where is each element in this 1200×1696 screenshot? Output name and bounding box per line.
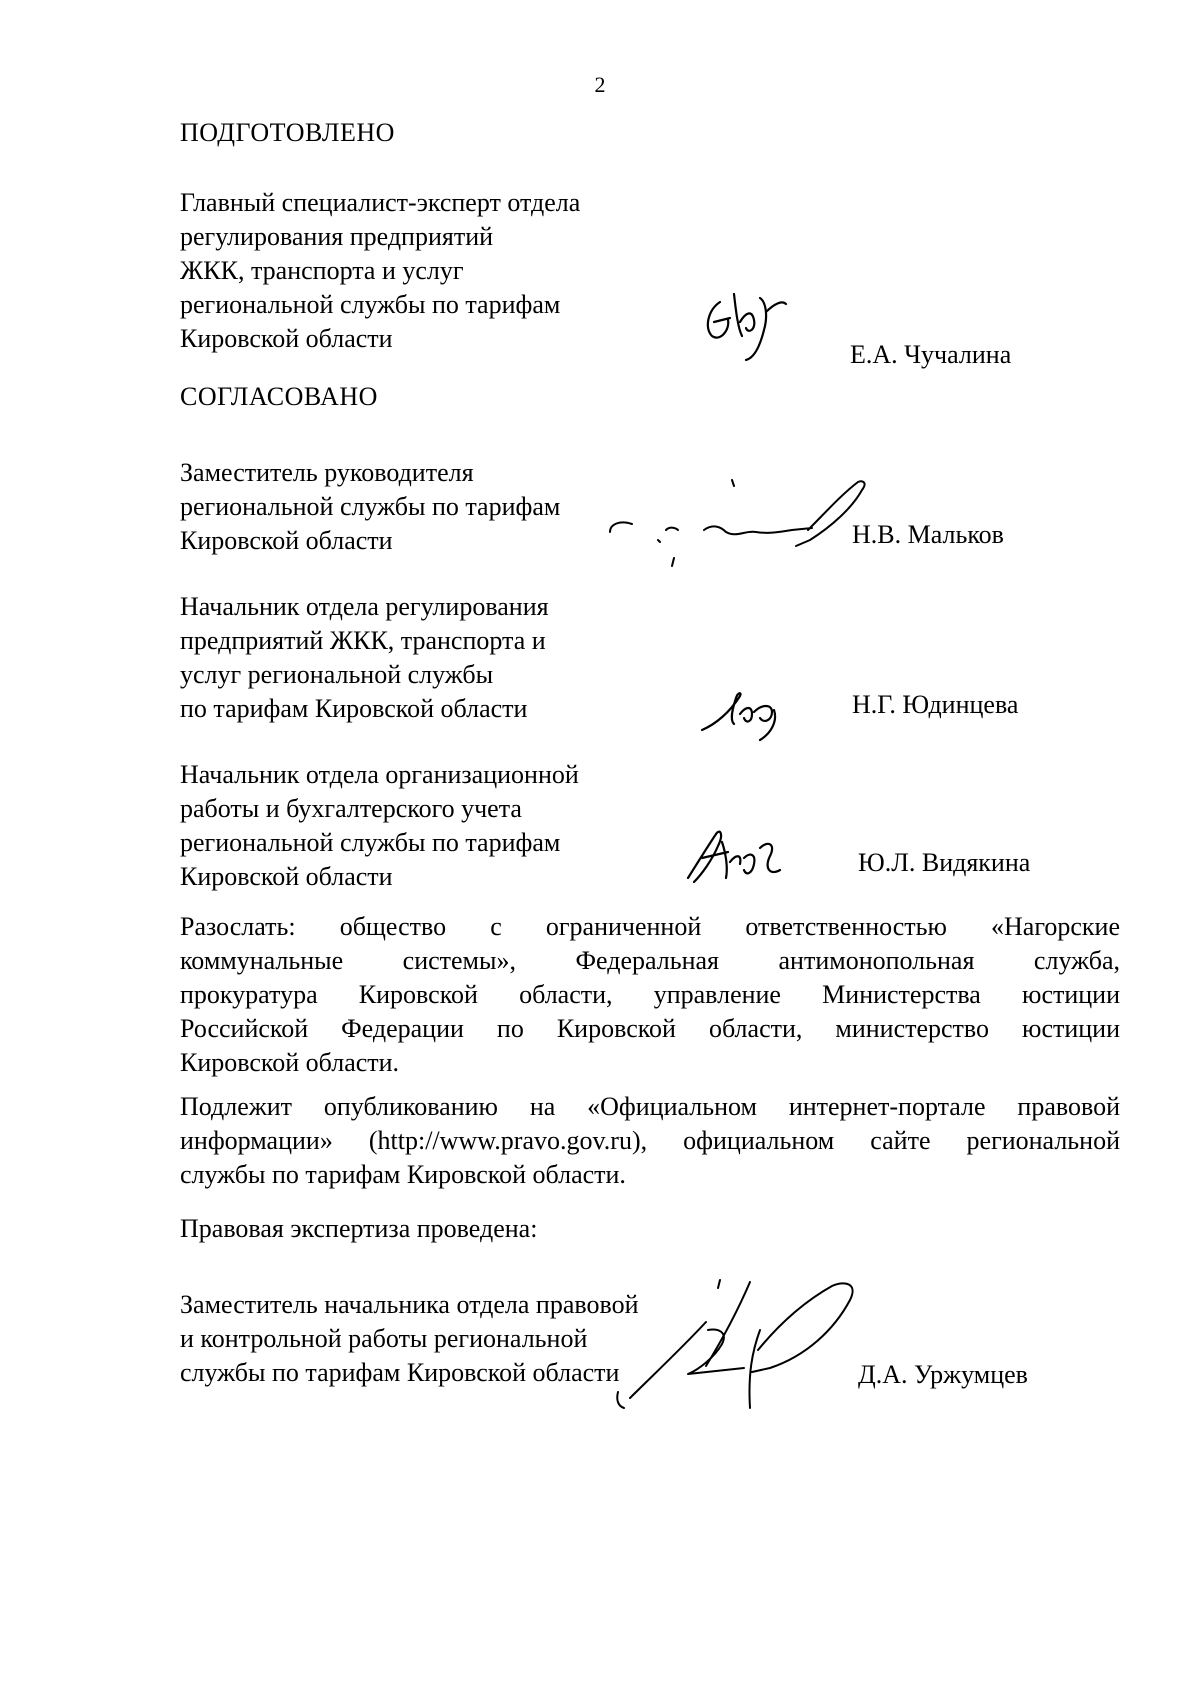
signatory-name: Н.Г. Юдинцева	[852, 690, 1019, 719]
legal-review-position	[180, 1288, 638, 1390]
signatory-name: Ю.Л. Видякина	[858, 848, 1031, 877]
paragraph-line: Российской Федерации по Кировской области, министерство юстиции	[180, 1014, 1120, 1043]
position-line: Главный специалист-эксперт отдела	[180, 188, 581, 217]
position-line: предприятий ЖКК, транспорта и	[180, 626, 546, 655]
position-line: Кировской области	[180, 862, 393, 891]
paragraph-line: Разослать: общество с ограниченной ответственностью «Нагорские	[180, 912, 1120, 941]
page-number: 2	[594, 72, 606, 97]
position-line: Заместитель начальника отдела правовой	[180, 1290, 639, 1319]
distribution-paragraph	[180, 910, 1120, 1080]
paragraph-line: прокуратура Кировской области, управление Министерства юстиции	[180, 980, 1120, 1009]
agreed-heading: СОГЛАСОВАНО	[180, 382, 378, 411]
position-line: региональной службы по тарифам	[180, 828, 561, 857]
position-line: и контрольной работы региональной	[180, 1324, 588, 1353]
agreed-position-1	[180, 456, 560, 558]
signature-urzhumtsev	[610, 1270, 880, 1420]
signatory-name: Д.А. Уржумцев	[858, 1360, 1028, 1389]
paragraph-line: коммунальные системы», Федеральная антимонопольная служба,	[180, 946, 1120, 975]
paragraph-line: информации» (http://www.pravo.gov.ru), официальном сайте региональной	[180, 1126, 1120, 1155]
position-line: ЖКК, транспорта и услуг	[180, 256, 464, 285]
position-line: работы и бухгалтерского учета	[180, 794, 522, 823]
paragraph-line: Подлежит опубликованию на «Официальном интернет-портале правовой	[180, 1092, 1120, 1121]
position-line: службы по тарифам Кировской области	[180, 1358, 620, 1387]
signatory-name: Е.А. Чучалина	[850, 340, 1012, 369]
position-line: регулирования предприятий	[180, 222, 494, 251]
position-line: региональной службы по тарифам	[180, 492, 561, 521]
agreed-position-2	[180, 590, 549, 726]
position-line: Начальник отдела регулирования	[180, 592, 549, 621]
signature-vidyakina	[680, 818, 810, 898]
position-line: региональной службы по тарифам	[180, 290, 561, 319]
position-line: услуг региональной службы	[180, 660, 494, 689]
signature-chuchalina	[690, 272, 810, 382]
prepared-heading: ПОДГОТОВЛЕНО	[180, 118, 395, 147]
position-line: Кировской области	[180, 324, 393, 353]
signatory-name: Н.В. Мальков	[852, 520, 1004, 549]
agreed-position-3	[180, 758, 579, 894]
prepared-position	[180, 186, 580, 356]
paragraph-line: Кировской области.	[180, 1048, 400, 1077]
paragraph-line: службы по тарифам Кировской области.	[180, 1160, 626, 1189]
signature-yudintseva	[690, 668, 820, 748]
legal-review-label: Правовая экспертиза проведена:	[180, 1214, 538, 1243]
position-line: Заместитель руководителя	[180, 458, 474, 487]
position-line: по тарифам Кировской области	[180, 694, 528, 723]
publication-paragraph	[180, 1090, 1120, 1192]
position-line: Начальник отдела организационной	[180, 760, 579, 789]
signature-malkov	[596, 470, 896, 580]
position-line: Кировской области	[180, 526, 393, 555]
